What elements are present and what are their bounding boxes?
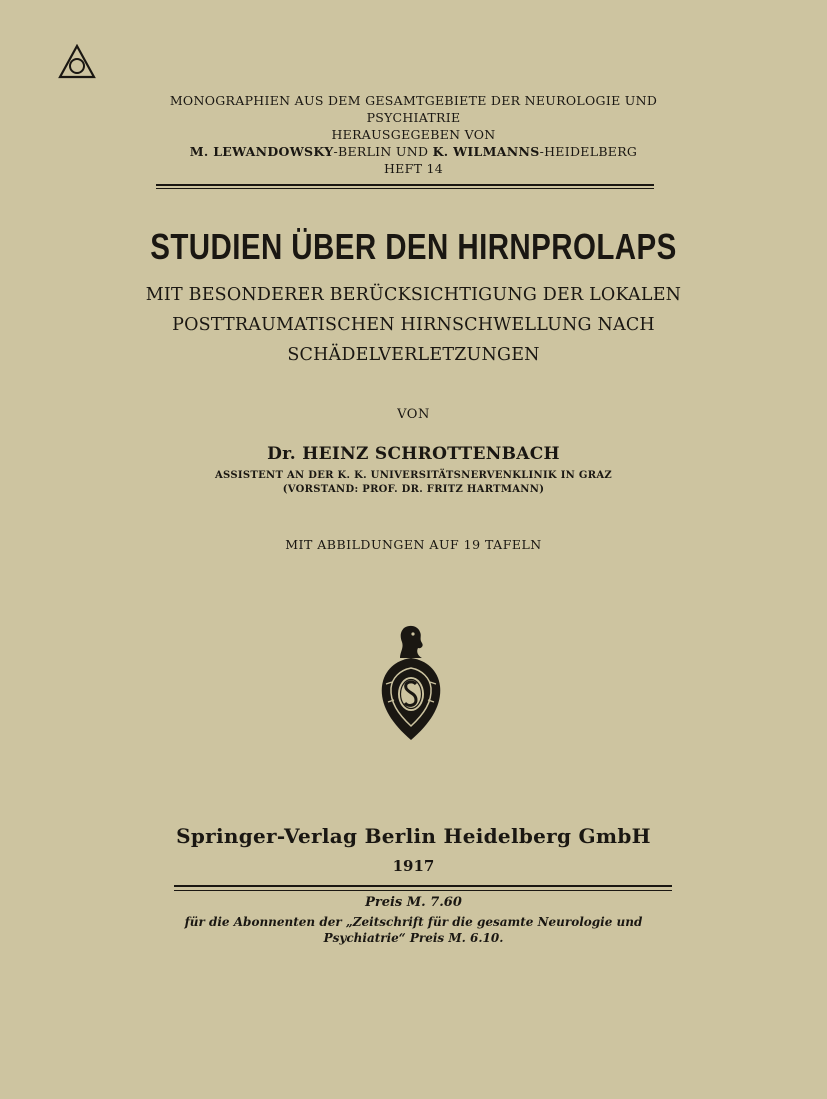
author-affiliation	[0, 469, 827, 497]
note-line-2: Psychiatrie“ Preis M. 6.10.	[323, 931, 504, 945]
editors-line	[0, 143, 827, 160]
subtitle-line-2: POSTTRAUMATISCHEN HIRNSCHWELLUNG NACH	[172, 315, 655, 335]
series-line-1: MONOGRAPHIEN AUS DEM GESAMTGEBIETE DER NEUROLOGIE UND	[169, 93, 658, 108]
series-line-2: PSYCHIATRIE	[366, 110, 461, 125]
springer-knight-emblem-icon	[378, 624, 444, 744]
triangle-circle-logo-icon	[57, 44, 97, 80]
edited-by: HERAUSGEGEBEN VON	[331, 127, 496, 142]
subscriber-price-note	[0, 914, 827, 946]
editor-1: M. LEWANDOWSKY	[189, 144, 334, 159]
footer-rule	[174, 885, 672, 887]
subtitle-line-1: MIT BESONDERER BERÜCKSICHTIGUNG DER LOKALEN	[145, 285, 682, 305]
affiliation-line-1: ASSISTENT AN DER K. K. UNIVERSITÄTSNERVENKLINIK IN GRAZ	[214, 470, 613, 481]
affiliation-line-2: (VORSTAND: PROF. DR. FRITZ HARTMANN)	[282, 484, 545, 495]
by-label: VON	[397, 407, 430, 422]
header-rule-thin	[156, 188, 654, 189]
editor-2: K. WILMANNS	[432, 144, 540, 159]
publication-year: 1917	[392, 857, 435, 875]
editor-1-city: -BERLIN UND	[333, 144, 433, 159]
series-title	[0, 92, 827, 126]
editors-block	[0, 126, 827, 177]
price: Preis M. 7.60	[365, 895, 462, 910]
author-name: Dr. HEINZ SCHROTTENBACH	[267, 444, 560, 464]
issue-number: HEFT 14	[383, 161, 443, 176]
editor-2-city: -HEIDELBERG	[539, 144, 638, 159]
header-rule	[156, 184, 654, 186]
book-title: STUDIEN ÜBER DEN HIRNPROLAPS	[150, 226, 677, 267]
footer-rule-thin	[174, 890, 672, 891]
book-subtitle	[0, 280, 827, 370]
publisher-name: Springer-Verlag Berlin Heidelberg GmbH	[176, 824, 651, 848]
subtitle-line-3: SCHÄDELVERLETZUNGEN	[287, 345, 540, 365]
plates-note: MIT ABBILDUNGEN AUF 19 TAFELN	[285, 537, 542, 552]
note-line-1: für die Abonnenten der „Zeitschrift für die gesamte Neurologie und	[184, 915, 643, 929]
